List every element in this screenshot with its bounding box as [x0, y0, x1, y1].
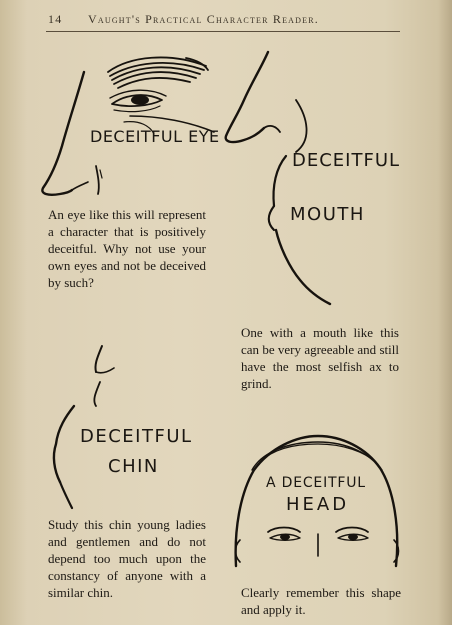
head-caption: Clearly remember this shape and apply it.	[241, 585, 401, 617]
eyebrow-drawing	[108, 57, 208, 88]
eye-drawing	[110, 90, 166, 111]
running-title: Vaught's Practical Character Reader.	[88, 12, 319, 26]
head-label-line1: A DECEITFUL	[266, 475, 366, 491]
page-number: 14	[48, 12, 63, 26]
chin-caption: Study this chin young ladies and gentlemen and do not depend too much upon the constancy of anyone with a similar chin.	[48, 517, 206, 600]
mouth-caption: One with a mouth like this can be very agreeable and still have the most selfish ax to grind.	[241, 325, 399, 391]
mouth-label-line1: DECEITFUL	[292, 150, 401, 171]
head-label-line2: HEAD	[286, 494, 350, 515]
chin-label-line1: DECEITFUL	[80, 426, 193, 447]
chin-label-line2: CHIN	[108, 456, 159, 477]
eye-label: DECEITFUL EYE	[90, 127, 220, 146]
mouth-profile-drawing	[226, 52, 330, 304]
eye-caption: An eye like this will represent a character that is positively deceitful. Why not use your own eyes and not be deceived by such?	[48, 207, 206, 290]
mouth-label-line2: MOUTH	[290, 204, 365, 225]
